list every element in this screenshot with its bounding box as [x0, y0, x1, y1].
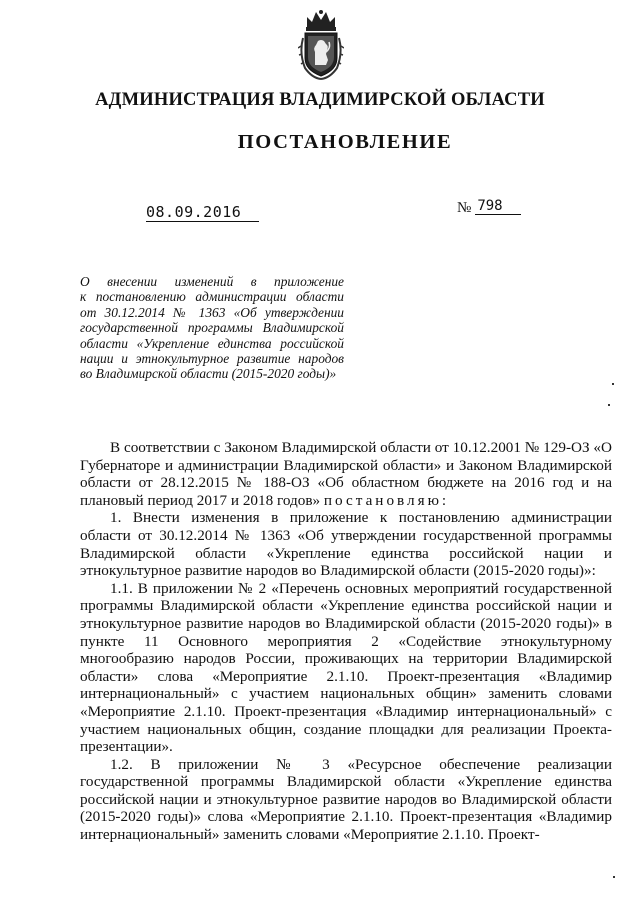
coat-of-arms-icon [298, 8, 344, 80]
scan-speck [608, 404, 610, 406]
subject-line: к постановлению администрации области [80, 289, 344, 305]
subject-line: от 30.12.2014 № 1363 «Об утверждении [80, 304, 344, 320]
decree-word: постановляю: [323, 491, 450, 509]
paragraph-1-2: 1.2. В приложении № 3 «Ресурсное обеспечение реализации государственной программы Владимирской области «Укрепление единства российской нации и этнокультурное развитие народов во Владимирской области (2015-2020 годы)» слова «Мероприятие 2.1.10. Проект-презентация «Владимир интернациональный» заменить словами «Мероприятие 2.1.10. Проект- [80, 755, 612, 844]
paragraph-1-1: 1.1. В приложении № 2 «Перечень основных мероприятий государственной программы Владимирской области «Укрепление единства российской нации и этнокультурное развитие народов во Владимирской области (2015-2020 годы)» в пункте 11 Основного мероприятия 2 «Содействие этнокультурному многообразию народов России, проживающих на территории Владимирской области» слова «Мероприятие 2.1.10. Проект-презентация «Владимир интернациональный» с участием национальных общин» заменить словами «Мероприятие 2.1.10. Проект-презентация «Владимир интернациональный» с участием национальных общин, создание площадки для реализации Проекта-презентации». [80, 579, 612, 756]
organization-title: АДМИНИСТРАЦИЯ ВЛАДИМИРСКОЙ ОБЛАСТИ [95, 90, 545, 110]
subject-line: государственной программы Владимирской [80, 320, 344, 336]
scan-speck [613, 876, 615, 878]
preamble-text: В соответствии с Законом Владимирской области от 10.12.2001 № 129-ОЗ «О Губернаторе и администрации Владимирской области» и Законом Владимирской области от 28.12.2015 № 188-ОЗ «Об областном бюджете на 2016 год и на плановый период 2017 и 2018 годов» [80, 439, 612, 509]
subject-line: нации и этнокультурное развитие народов [80, 351, 344, 367]
document-subject [80, 274, 344, 382]
document-date: 08.09.2016 [146, 203, 259, 222]
subject-line: О внесении изменений в приложение [80, 274, 344, 289]
document-type-title: ПОСТАНОВЛЕНИЕ [237, 131, 453, 153]
scan-speck [612, 383, 614, 385]
document-body [80, 439, 612, 844]
preamble-paragraph [80, 439, 612, 509]
number-value: 798 [475, 198, 520, 215]
subject-line: во Владимирской области (2015-2020 годы)» [80, 366, 337, 382]
subject-line: области «Укрепление единства российской [80, 335, 344, 351]
paragraph-1: 1. Внести изменения в приложение к постановлению администрации области от 30.12.2014 № 1363 «Об утверждении государственной программы Владимирской области «Укрепление единства российской нации и этнокультурное развитие народов во Владимирской области (2015-2020 годы)»: [80, 509, 612, 580]
document-number [457, 200, 521, 217]
number-prefix: № [457, 200, 472, 216]
